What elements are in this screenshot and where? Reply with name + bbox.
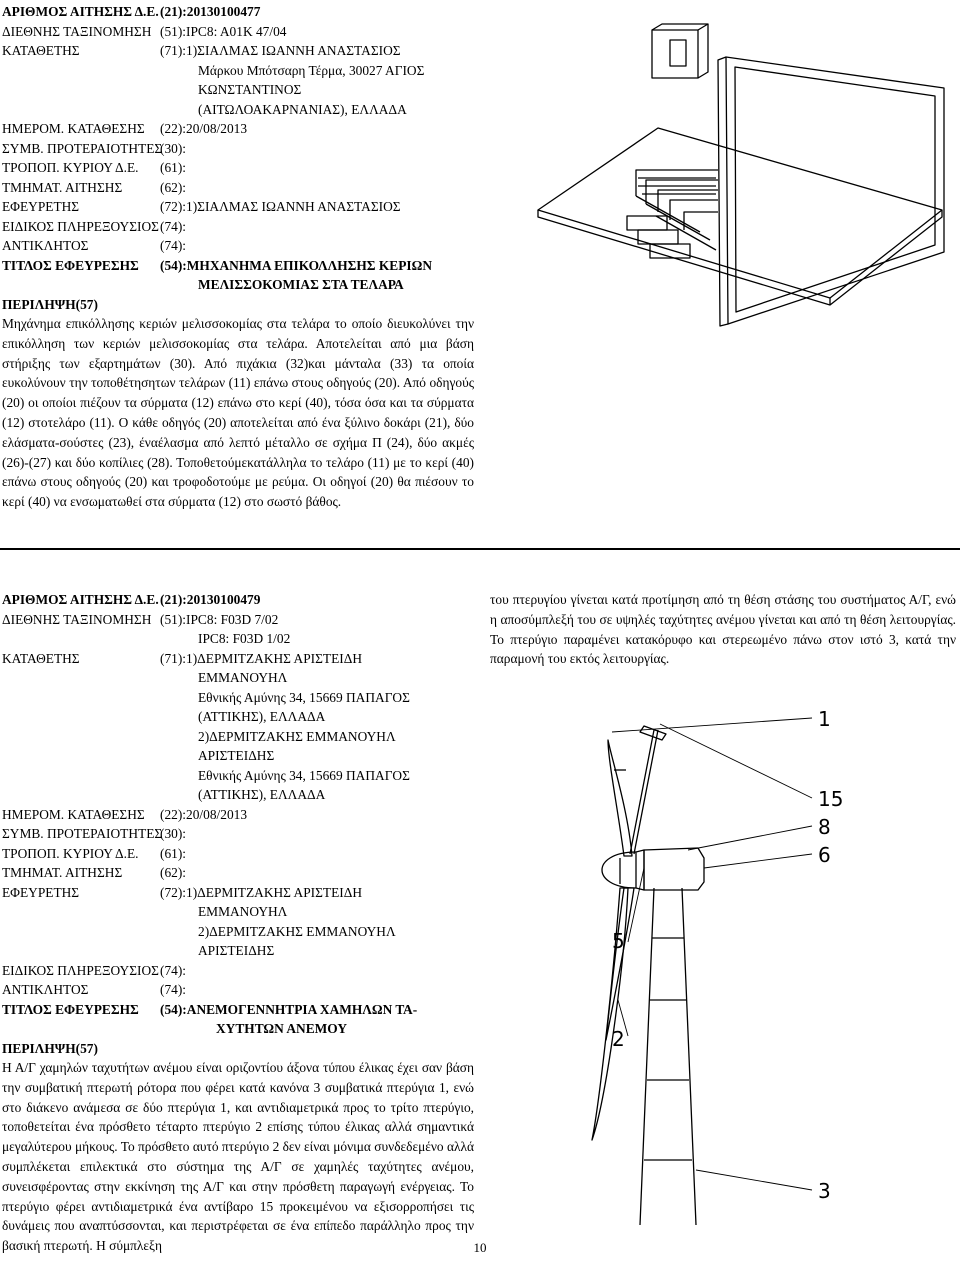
field-label: ΕΦΕΥΡΕΤΗΣ <box>2 884 80 900</box>
divisional-row <box>2 863 474 883</box>
field-value: (74): <box>160 982 187 997</box>
inventor-row <box>2 883 474 903</box>
field-label: ΚΑΤΑΘΕΤΗΣ <box>2 650 80 666</box>
abstract-text: Η Α/Γ χαμηλών ταχυτήτων ανέμου είναι οριζοντίου άξονα τύπου έλικας έχει σαν βάση την συμβατική πτερωτή ρότορα που φέρει κατά κανόνα 3 συμβατικά πτερύγια 1, ενώ στο διάκενο ανάμεσα σε δύο πτερύγια 1, και αντιδιαμετρικά προς το τρίτο πτερύγιο, τοποθετείται ένα πρόσθετο τέταρτο πτερύγιο 2 επίσης τύπου έλικας αλλά σημαντικά μεγαλύτερου μήκους. Το πρόσθετο αυτό πτερύγιο 2 δεν είναι μόνιμα συνδεδεμένο αλλά συμπλέκεται επιλεκτικά στο σύστημα της Α/Γ σε χαμηλές ταχύτητες ανέμου, συνεισφέροντας στην εκκίνηση της Α/Γ και στην πρόσθετη παραγωγή ενέργειας. Το πτερύγιο φέρει αντιδιαμετρικά ένα αντίβαρο 15 προκειμένου να εξισορροπήσει τις δυνάμεις που αναπτύσσονται, και περιστρέφεται σε ένα επίπεδο παράλληλο προς την βασική πτερωτή. Η σύμπλεξη <box>2 1060 474 1254</box>
field-value: (62): <box>160 179 187 195</box>
classification-continuation: IPC8: F03D 1/02 <box>198 631 291 646</box>
field-label: ΤΙΤΛΟΣ ΕΦΕΥΡΕΣΗΣ <box>2 1001 139 1017</box>
field-label: ΗΜΕΡΟΜ. ΚΑΤΑΘΕΣΗΣ <box>2 121 145 136</box>
extra-blade <box>592 888 628 1140</box>
field-label: ΔΙΕΘΝΗΣ ΤΑΞΙΝΟΜΗΣΗ <box>2 23 152 39</box>
field-label: ΤΙΤΛΟΣ ΕΦΕΥΡΕΣΗΣ <box>2 257 139 273</box>
blade-up <box>608 740 632 856</box>
field-value: (21):20130100477 <box>160 4 261 19</box>
field-value: (22):20/08/2013 <box>160 121 248 136</box>
field-label: ΤΡΟΠΟΠ. ΚΥΡΙΟΥ Δ.Ε. <box>2 160 139 175</box>
applicant-row <box>2 649 474 669</box>
field-value: (22):20/08/2013 <box>160 806 248 822</box>
inventor-row <box>2 197 474 217</box>
record-2 <box>2 590 474 1256</box>
record-1 <box>2 2 474 512</box>
wind-turbine-figure <box>548 700 908 1230</box>
field-label: ΤΡΟΠΟΠ. ΚΥΡΙΟΥ Δ.Ε. <box>2 845 139 861</box>
field-value: (21):20130100479 <box>160 592 261 607</box>
label-2: 2 <box>612 1027 625 1051</box>
field-value: (71):1)ΔΕΡΜΙΤΖΑΚΗΣ ΑΡΙΣΤΕΙΔΗ <box>160 650 363 666</box>
field-label: ΣΥΜΒ. ΠΡΟΤΕΡΑΙΟΤΗΤΕΣ <box>2 826 163 841</box>
classification-row <box>2 22 474 42</box>
field-label: ΣΥΜΒ. ΠΡΟΤΕΡΑΙΟΤΗΤΕΣ <box>2 140 163 156</box>
abstract-heading: ΠΕΡΙΛΗΨΗ(57) <box>2 296 98 312</box>
hub <box>602 852 636 888</box>
amendment-row <box>2 158 474 178</box>
applicant-row <box>2 41 474 61</box>
inventor-line: ΕΜΜΑΝΟΥΗΛ <box>198 904 288 919</box>
field-label: ΕΦΕΥΡΕΤΗΣ <box>2 199 80 214</box>
field-value: (61): <box>160 845 187 861</box>
applicant-address-line: (ΑΙΤΩΛΟΑΚΑΡΝΑΝΙΑΣ), ΕΛΛΑΔΑ <box>198 101 407 117</box>
applicant-address-line: (ΑΤΤΙΚΗΣ), ΕΛΛΑΔΑ <box>198 787 326 802</box>
title-continuation: ΧΥΤΗΤΩΝ ΑΝΕΜΟΥ <box>216 1021 348 1036</box>
label-5: 5 <box>612 929 625 953</box>
field-value: (54):ΜΗΧΑΝΗΜΑ ΕΠΙΚΟΛΛΗΣΗΣ ΚΕΡΙΩΝ <box>160 257 433 273</box>
abstract-continuation: του πτερυγίου γίνεται κατά προτίμηση από τη θέση στάσης του συστήματος Α/Γ, ενώ η αποσύμπλεξή του σε υψηλές ταχύτητες ανέμου γίνεται και από τη θέση λειτουργίας. Το πτερύγιο παραμένει κατακόρυφο και στερεωμένο πάνω στον ιστό 3, κατά την παραμονή του εκτός λειτουργίας. <box>490 592 956 667</box>
applicant-address-line: ΕΜΜΑΝΟΥΗΛ <box>198 670 288 685</box>
amendment-row <box>2 844 474 864</box>
page-number: 10 <box>473 1240 487 1255</box>
abstract-text: Μηχάνημα επικόλλησης κεριών μελισσοκομίας στα τελάρα το οποίο διευκολύνει την επικόλληση των κεριών μελισσοκομίας στα τελάρα. Αποτελείται από μια βάση στήριξης των εξαρτημάτων (30). Από πιχάκια (32)και μάνταλα (33) τα οποία ευκολύνουν την τοποθέτησητων τελάρων (11) επάνω στους οδηγούς (20). Από οδηγούς (20) οι οποίοι πιέζουν τα σύρματα (12) επάνω στο κερί (40), τόσα όσα και τα σύρματα (12) στοτελάρο (11). Ο κάθε οδηγός (20) αποτελείται από ένα ξύλινο δοκάρι (21), δύο ελάσματα-σούστες (23), έναέλασμα από λεπτό μέταλλο σε σχήμα Π (24), δύο ακμές (26)-(27) και δύο κοπίλιες (28). Τοποθετούμεκατάλληλα το τελάρο (11) με το κερί (40) επάνω στους οδηγούς (20) και τροφοδοτούμε με ρεύμα. Οι οδηγοί (20) θα πιέσουν το κερί (40) να ενσωματωθεί στα σύρματα (12) στο σωστό βάθος. <box>2 316 474 510</box>
title-continuation: ΜΕΛΙΣΣΟΚΟΜΙΑΣ ΣΤΑ ΤΕΛΑΡΑ <box>198 277 404 292</box>
field-label: ΤΜΗΜΑΤ. ΑΙΤΗΣΗΣ <box>2 179 123 195</box>
field-value: (71):1)ΣΙΑΛΜΑΣ ΙΩΑΝΝΗ ΑΝΑΣΤΑΣΙΟΣ <box>160 43 401 58</box>
agent-row <box>2 980 474 1000</box>
field-value: (74): <box>160 962 187 978</box>
field-label: ΤΜΗΜΑΤ. ΑΙΤΗΣΗΣ <box>2 865 123 880</box>
inventor-line: 2)ΔΕΡΜΙΤΖΑΚΗΣ ΕΜΜΑΝΟΥΗΛ <box>198 923 396 939</box>
applicant-address-line: 2)ΔΕΡΜΙΤΖΑΚΗΣ ΕΜΜΑΝΟΥΗΛ <box>198 728 396 744</box>
field-value: (62): <box>160 865 187 880</box>
priority-row <box>2 139 474 159</box>
field-label: ΑΡΙΘΜΟΣ ΑΙΤΗΣΗΣ Δ.Ε. <box>2 592 159 607</box>
label-3: 3 <box>818 1179 831 1203</box>
field-value: (72):1)ΔΕΡΜΙΤΖΑΚΗΣ ΑΡΙΣΤΕΙΔΗ <box>160 884 363 900</box>
label-1: 1 <box>818 707 831 731</box>
field-label: ΑΝΤΙΚΛΗΤΟΣ <box>2 982 89 997</box>
field-value: (54):ΑΝΕΜΟΓΕΝΝΗΤΡΙΑ ΧΑΜΗΛΩΝ ΤΑ- <box>160 1001 418 1017</box>
field-value: (30): <box>160 140 187 156</box>
title-row <box>2 1000 474 1020</box>
field-label: ΔΙΕΘΝΗΣ ΤΑΞΙΝΟΜΗΣΗ <box>2 611 152 627</box>
title-row <box>2 256 474 276</box>
record-divider <box>0 548 960 550</box>
field-value: (61): <box>160 160 187 175</box>
label-8: 8 <box>818 815 831 839</box>
filing-date-row <box>2 805 474 825</box>
field-value: (51):IPC8: A01K 47/04 <box>160 23 287 39</box>
filing-date-row <box>2 119 474 139</box>
agent-row <box>2 236 474 256</box>
attorney-row <box>2 217 474 237</box>
applicant-address-line: ΚΩΝΣΤΑΝΤΙΝΟΣ <box>198 82 302 97</box>
applicant-address-line: Εθνικής Αμύνης 34, 15669 ΠΑΠΑΓΟΣ <box>198 767 410 783</box>
counterweight-arm <box>630 730 658 854</box>
field-label: ΚΑΤΑΘΕΤΗΣ <box>2 43 80 58</box>
application-number-row <box>2 2 474 22</box>
field-label: ΑΝΤΙΚΛΗΤΟΣ <box>2 238 89 253</box>
priority-row <box>2 824 474 844</box>
classification-row <box>2 610 474 630</box>
applicant-address-line: (ΑΤΤΙΚΗΣ), ΕΛΛΑΔΑ <box>198 709 326 724</box>
field-value: (74): <box>160 218 187 234</box>
field-value: (74): <box>160 238 187 253</box>
abstract-heading: ΠΕΡΙΛΗΨΗ(57) <box>2 1040 98 1056</box>
blade-down <box>606 888 634 1040</box>
field-value: (72):1)ΣΙΑΛΜΑΣ ΙΩΑΝΝΗ ΑΝΑΣΤΑΣΙΟΣ <box>160 199 401 214</box>
field-value: (30): <box>160 826 187 841</box>
label-6: 6 <box>818 843 831 867</box>
field-label: ΗΜΕΡΟΜ. ΚΑΤΑΘΕΣΗΣ <box>2 806 145 822</box>
applicant-address-line: Μάρκου Μπότσαρη Τέρμα, 30027 ΑΓΙΟΣ <box>198 62 425 78</box>
label-15: 15 <box>818 787 844 811</box>
field-value: (51):IPC8: F03D 7/02 <box>160 611 279 627</box>
frame-machine-figure <box>530 20 950 330</box>
field-label: ΑΡΙΘΜΟΣ ΑΙΤΗΣΗΣ Δ.Ε. <box>2 4 159 19</box>
attorney-row <box>2 961 474 981</box>
nacelle <box>644 848 704 890</box>
field-label: ΕΙΔΙΚΟΣ ΠΛΗΡΕΞΟΥΣΙΟΣ <box>2 218 159 234</box>
application-number-row <box>2 590 474 610</box>
divisional-row <box>2 178 474 198</box>
applicant-address-line: ΑΡΙΣΤΕΙΔΗΣ <box>198 748 275 763</box>
field-label: ΕΙΔΙΚΟΣ ΠΛΗΡΕΞΟΥΣΙΟΣ <box>2 962 159 978</box>
inventor-line: ΑΡΙΣΤΕΙΔΗΣ <box>198 943 275 958</box>
applicant-address-line: Εθνικής Αμύνης 34, 15669 ΠΑΠΑΓΟΣ <box>198 689 410 705</box>
